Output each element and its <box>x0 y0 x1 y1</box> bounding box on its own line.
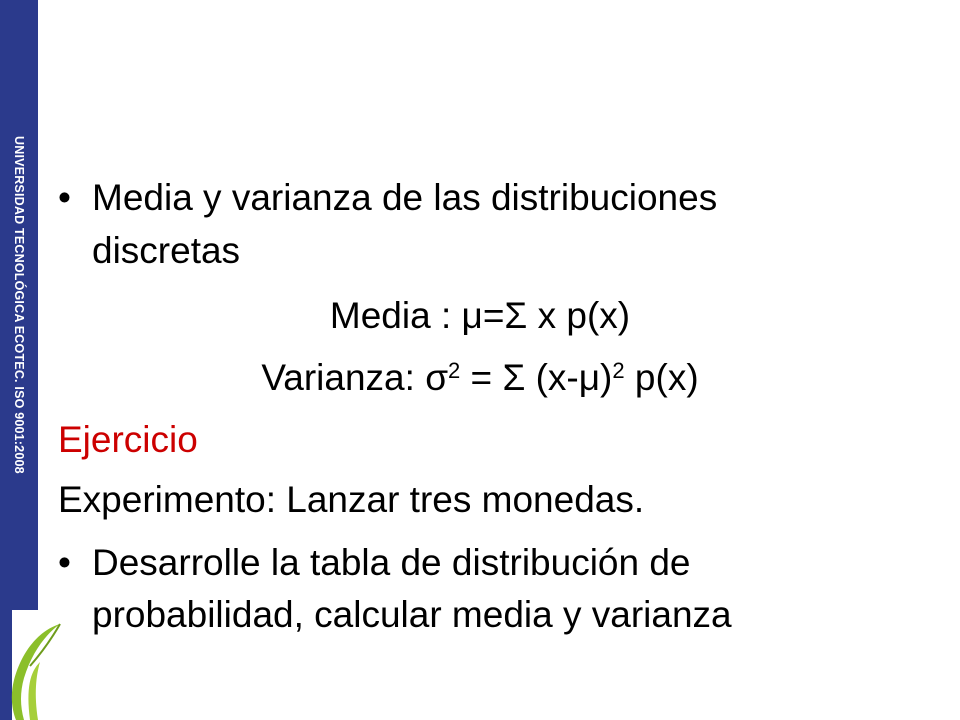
varianza-formula <box>0 356 960 400</box>
experimento-text: Experimento: Lanzar tres monedas. <box>58 479 645 520</box>
media-formula: Media : μ=Σ x p(x) <box>329 295 631 336</box>
ejercicio-heading: Ejercicio <box>58 419 198 460</box>
varianza-suffix: p(x) <box>624 357 699 398</box>
varianza-middle: = Σ (x-μ) <box>460 357 613 398</box>
varianza-exponent-2: 2 <box>612 358 625 383</box>
bullet-point: • <box>58 542 71 583</box>
varianza-exponent-1: 2 <box>448 358 461 383</box>
bullet1-line1: Media y varianza de las distribuciones <box>92 177 718 218</box>
bullet2-line2: probabilidad, calcular media y varianza <box>92 594 732 635</box>
sidebar-university-text: UNIVERSIDAD TECNOLÓGICA ECOTEC. ISO 9001:2008 <box>12 136 26 474</box>
bullet-point: • <box>58 177 71 218</box>
bullet2-line1: Desarrolle la tabla de distribución de <box>92 542 691 583</box>
bullet1-line2: discretas <box>92 230 241 271</box>
varianza-prefix: Varianza: σ <box>261 357 449 398</box>
